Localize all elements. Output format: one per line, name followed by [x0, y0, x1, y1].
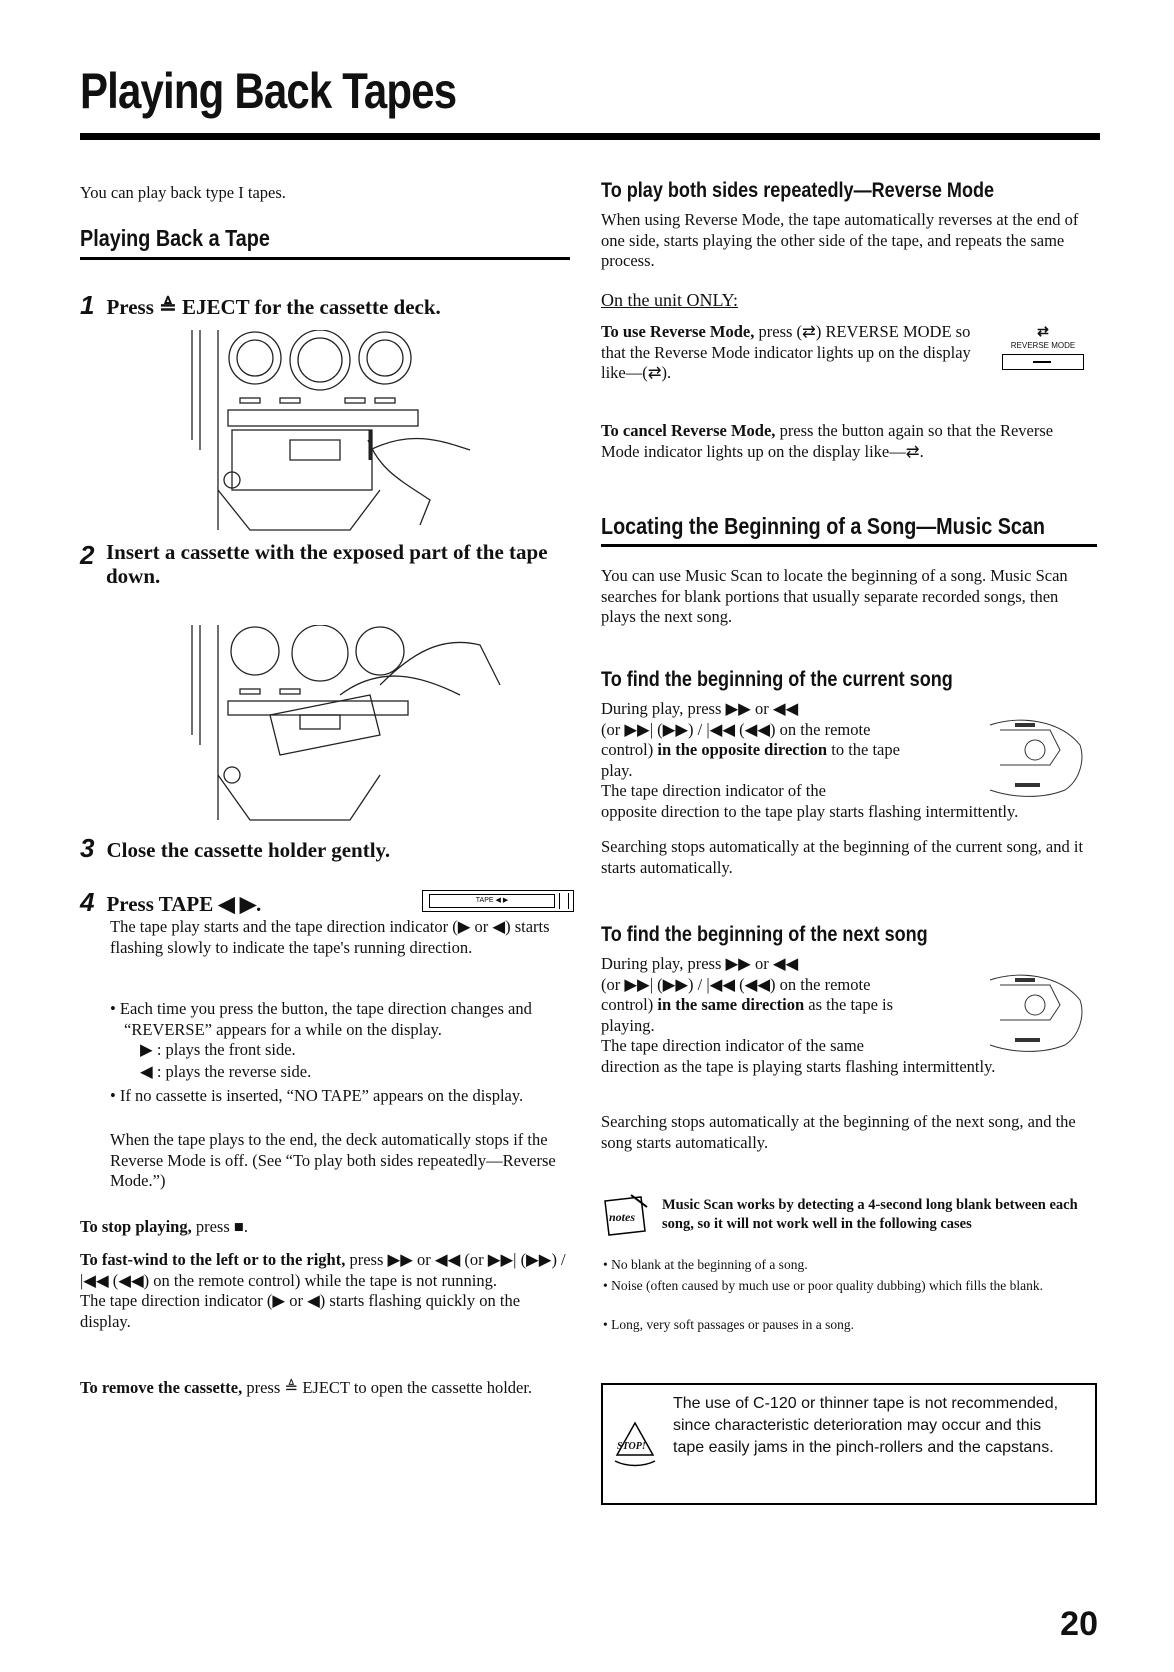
- current-song-title: To find the beginning of the current song: [601, 668, 953, 691]
- stop-icon-label: STOP!: [617, 1441, 646, 1452]
- section-title-playing-back: Playing Back a Tape: [80, 225, 270, 251]
- sub-front-side: ▶ : plays the front side.: [140, 1040, 296, 1059]
- stop-icon: [613, 1421, 657, 1467]
- step-text: Close the cassette holder gently.: [106, 838, 391, 862]
- fast-wind-instruction: [80, 1250, 570, 1332]
- next-p3c: as the tape is: [804, 995, 894, 1014]
- current-song-search-note: Searching stops automatically at the beginning of the current song, and it starts automatically.: [601, 837, 1084, 877]
- next-p3b: in the same direction: [657, 995, 805, 1014]
- current-line-2: (or ▶▶| (▶▶) / |◀◀ (◀◀) on the remote: [601, 719, 871, 739]
- step-number: 3: [80, 833, 95, 863]
- use-lead: To use Reverse Mode,: [601, 322, 755, 341]
- ffw-rest-2: The tape direction indicator (▶ or ◀) starts flashing quickly on the display.: [80, 1291, 521, 1331]
- next-song-search-note: Searching stops automatically at the beginning of the next song, and the song starts automatically.: [601, 1112, 1076, 1152]
- indicator-bar: [1033, 361, 1051, 363]
- stop-instruction: [80, 1217, 570, 1238]
- music-scan-title: Locating the Beginning of a Song—Music Scan: [601, 513, 1045, 539]
- step-number: 4: [80, 887, 95, 917]
- display-edge: [559, 893, 569, 909]
- use-reverse-instruction: [601, 322, 981, 384]
- next-line-4: playing.: [601, 1015, 655, 1035]
- stop-rest: press ■.: [191, 1217, 248, 1236]
- page-number: 20: [1060, 1605, 1098, 1643]
- insert-cassette-illustration: [180, 625, 510, 825]
- step-text: Press TAPE ◀ ▶.: [106, 892, 262, 916]
- intro-text: You can play back type I tapes.: [80, 183, 286, 202]
- music-scan-body: You can use Music Scan to locate the beginning of a song. Music Scan searches for blank portions that usually separate recorded songs, then plays the next song.: [601, 566, 1068, 626]
- notes-icon: [601, 1193, 656, 1238]
- bullet-no-tape: • If no cassette is inserted, “NO TAPE” appears on the display.: [110, 1086, 524, 1105]
- note-item: • Long, very soft passages or pauses in a song.: [603, 1317, 855, 1332]
- step-number: 2: [80, 540, 95, 570]
- notes-heading: Music Scan works by detecting a 4-second long blank between each song, so it will not work well in the following cases: [662, 1197, 1078, 1232]
- reverse-icon: ⇄: [1037, 325, 1049, 340]
- caution-text: The use of C-120 or thinner tape is not recommended, since characteristic deterioration may occur and this tape easily jams in the pinch-rollers and the capstans.: [673, 1395, 1059, 1456]
- sub-reverse-side: ◀ : plays the reverse side.: [140, 1062, 312, 1081]
- caution-box: [601, 1383, 1097, 1505]
- current-line-1: During play, press ▶▶ or ◀◀: [601, 699, 799, 718]
- bullet-reverse: • Each time you press the button, the tape direction changes and “REVERSE” appears for a while on the display.: [110, 999, 532, 1039]
- step-3: [80, 833, 390, 864]
- current-p3a: control): [601, 740, 658, 759]
- cancel-lead: To cancel Reverse Mode,: [601, 421, 776, 440]
- stop-lead: To stop playing,: [80, 1217, 192, 1236]
- step-text: Insert a cassette with the exposed part of the tape down.: [106, 540, 548, 588]
- cancel-reverse-instruction: [601, 421, 1081, 462]
- note-item: • No blank at the beginning of a song.: [603, 1257, 808, 1272]
- music-scan-rule: [601, 544, 1097, 547]
- step4-body: The tape play starts and the tape direction indicator (▶ or ◀) starts flashing slowly to indicate the tape's running direction.: [110, 917, 550, 957]
- cancel-rest: press the button again so that the Reverse Mode indicator lights up on the display like—⇄.: [601, 421, 1054, 461]
- reverse-mode-body: When using Reverse Mode, the tape automatically reverses at the end of one side, starts playing the other side of the tape, and repeats the same process.: [601, 210, 1079, 270]
- current-p3c: to the tape: [827, 740, 900, 759]
- use-rest: press (⇄) REVERSE MODE so that the Reverse Mode indicator lights up on the display like—(⇄).: [601, 322, 971, 382]
- next-line-2: (or ▶▶| (▶▶) / |◀◀ (◀◀) on the remote: [601, 974, 871, 994]
- next-line-1: During play, press ▶▶ or ◀◀: [601, 954, 799, 973]
- remove-instruction: [80, 1378, 570, 1399]
- tape-direction-indicator-figure-next: [980, 960, 1090, 1060]
- remove-lead: To remove the cassette,: [80, 1378, 243, 1397]
- step-1: [80, 290, 441, 321]
- next-line-6: direction as the tape is playing starts flashing intermittently.: [601, 1056, 996, 1076]
- current-line-4: play.: [601, 760, 633, 780]
- step-number: 1: [80, 290, 95, 320]
- current-line-5: The tape direction indicator of the: [601, 781, 826, 800]
- ffw-rest: press ▶▶ or ◀◀ (or ▶▶| (▶▶) / |◀◀ (◀◀) on the remote control) while the tape is not running.: [80, 1250, 566, 1290]
- reverse-mode-button-figure: [993, 324, 1093, 370]
- eject-illustration: [180, 330, 500, 535]
- title-rule: [80, 133, 1100, 140]
- next-line-5: The tape direction indicator of the same: [601, 1036, 864, 1055]
- notes-label: notes: [609, 1210, 636, 1224]
- current-line-6: opposite direction to the tape play starts flashing intermittently.: [601, 801, 1019, 821]
- next-p3a: control): [601, 995, 658, 1014]
- remove-rest: press ≜ EJECT to open the cassette holder.: [242, 1378, 533, 1397]
- tape-direction-indicator-figure-current: [980, 705, 1090, 805]
- page-title: Playing Back Tapes: [80, 63, 457, 119]
- ffw-lead: To fast-wind to the left or to the right,: [80, 1250, 346, 1269]
- next-song-title: To find the beginning of the next song: [601, 923, 928, 946]
- note-item: • Noise (often caused by much use or poor quality dubbing) which fills the blank.: [603, 1278, 1044, 1293]
- reverse-mode-indicator: [1002, 354, 1084, 370]
- step-2: [80, 540, 560, 588]
- step-text: Press ≜ EJECT for the cassette deck.: [106, 295, 441, 319]
- tape-display-label: TAPE ◀ ▶: [429, 894, 555, 908]
- end-of-tape-text: When the tape plays to the end, the deck automatically stops if the Reverse Mode is off. (See “To play both sides repeatedly—Reverse Mode.”): [110, 1130, 556, 1190]
- section-rule: [80, 257, 570, 260]
- reverse-mode-label: REVERSE MODE: [1010, 341, 1076, 350]
- tape-display-indicator: [422, 890, 574, 912]
- step-4: [80, 887, 261, 918]
- reverse-mode-title: To play both sides repeatedly—Reverse Mode: [601, 179, 995, 202]
- current-p3b: in the opposite direction: [657, 740, 828, 759]
- unit-only-label: On the unit ONLY:: [601, 290, 739, 310]
